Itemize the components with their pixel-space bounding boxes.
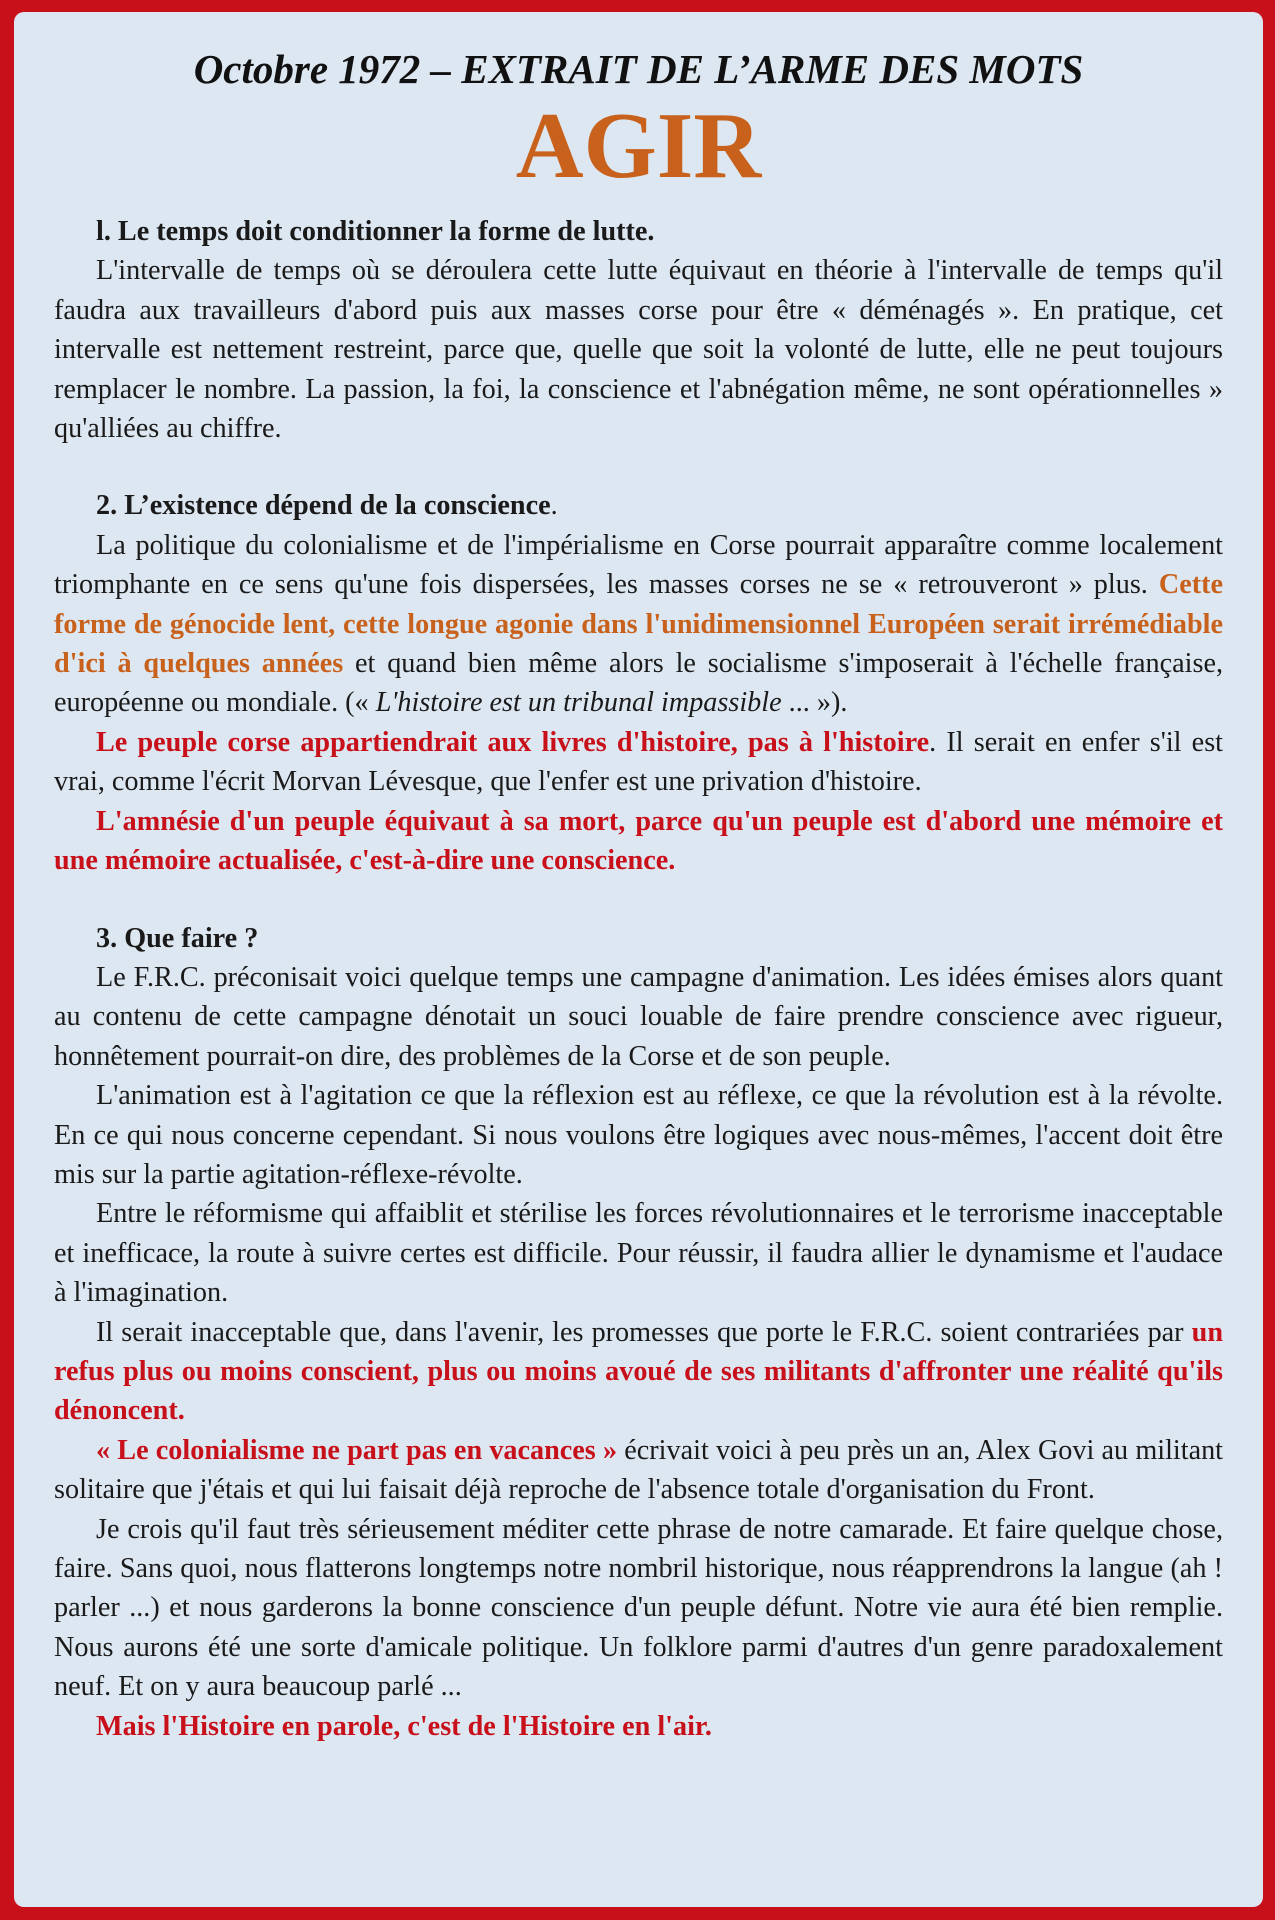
section-gap	[54, 881, 1223, 919]
section-3-paragraph-7	[54, 1707, 1223, 1746]
section-2-heading-text: 2. L’existence dépend de la conscience	[96, 490, 551, 522]
section-gap	[54, 448, 1223, 486]
s2p3-red-highlight: L'amnésie d'un peuple équivaut à sa mort, parce qu'un peuple est d'abord une mémoire et une mémoire actualisée, c'est-à-dire une conscience.	[54, 805, 1223, 877]
s2p1-italic-quote: L'histoire est un tribunal impassible	[375, 687, 782, 719]
s2p1-text-b: et quand bien même alors le socialisme s'imposerait à l'échelle française, européenne ou mondiale. («	[54, 648, 1224, 719]
s2p1-orange-highlight: Cette forme de génocide lent, cette longue agonie dans l'unidimensionnel Européen serait irrémédiable d'ici à quelques années	[54, 569, 1223, 680]
section-2-heading-period: .	[550, 490, 558, 522]
section-3-paragraph-4	[54, 1313, 1223, 1431]
s2p2-text: . Il serait en enfer s'il est vrai, comme l'écrit Morvan Lévesque, que l'enfer est une privation d'histoire.	[54, 726, 1223, 798]
section-3-heading: 3. Que faire ?	[96, 922, 259, 954]
section-3-paragraph-6: Je crois qu'il faut très sérieusement méditer cette phrase de notre camarade. Et faire quelque chose, faire. Sans quoi, nous flatterons longtemps notre nombril historique, nous réapprendrons la langue (ah ! parler ...) et nous garderons la bonne conscience d'un peuple défunt. Notre vie aura été bien remplie. Nous aurons été une sorte d'amicale politique. Un folklore parmi d'autres d'un genre paradoxalement neuf. Et on y aura beaucoup parlé ...	[54, 1513, 1223, 1703]
article-body	[54, 212, 1223, 1746]
document-supertitle: Octobre 1972 – EXTRAIT DE L’ARME DES MOTS	[193, 46, 1084, 92]
section-3-paragraph-5	[54, 1431, 1223, 1510]
s3p4-red-highlight: un refus plus ou moins conscient, plus ou moins avoué de ses militants d'affronter une réalité qu'ils dénoncent.	[54, 1316, 1223, 1427]
section-3-paragraph-2: L'animation est à l'agitation ce que la réflexion est au réflexe, ce que la révolution est à la révolte. En ce qui nous concerne cependant. Si nous voulons être logiques avec nous-mêmes, l'accent doit être mis sur la partie agitation-réflexe-révolte.	[54, 1080, 1223, 1190]
s3p5-red-quote: « Le colonialisme ne part pas en vacances »	[96, 1434, 618, 1466]
section-3-paragraph-1: Le F.R.C. préconisait voici quelque temps une campagne d'animation. Les idées émises alors quant au contenu de cette campagne dénotait un souci louable de faire prendre conscience avec rigueur, honnêtement pourrait-on dire, des problèmes de la Corse et de son peuple.	[54, 961, 1223, 1072]
s2p1-text-a: La politique du colonialisme et de l'impérialisme en Corse pourrait apparaître comme localement triomphante en ce sens qu'une fois dispersées, les masses corses ne se « retrouveront » plus.	[54, 529, 1223, 601]
document-page	[14, 12, 1263, 1907]
s3p4-text: Il serait inacceptable que, dans l'avenir, les promesses que porte le F.R.C. soient contrariées par	[96, 1316, 1192, 1348]
s2p1-text-c: ... »).	[781, 687, 848, 719]
section-2-heading	[54, 486, 1223, 525]
s3p7-red-conclusion: Mais l'Histoire en parole, c'est de l'Histoire en l'air.	[96, 1710, 712, 1742]
section-3-paragraph-3: Entre le réformisme qui affaiblit et stérilise les forces révolutionnaires et le terrorisme inacceptable et inefficace, la route à suivre certes est difficile. Pour réussir, il faudra allier le dynamisme et l'audace à l'imagination.	[54, 1198, 1223, 1309]
document-title: AGIR	[515, 94, 762, 198]
s3p5-text: écrivait voici à peu près un an, Alex Govi au militant solitaire que j'étais et qui lui faisait déjà reproche de l'absence totale d'organisation du Front.	[54, 1434, 1224, 1506]
section-1-heading: l. Le temps doit conditionner la forme de lutte.	[96, 216, 655, 247]
section-2-paragraph-3	[54, 802, 1223, 881]
section-1-paragraph: L'intervalle de temps où se déroulera cette lutte équivaut en théorie à l'intervalle de temps qu'il faudra aux travailleurs d'abord puis aux masses corse pour être « déménagés ». En pratique, cet intervalle est nettement restreint, parce que, quelle que soit la volonté de lutte, elle ne peut toujours remplacer le nombre. La passion, la foi, la conscience et l'abnégation même, ne sont opérationnelles » qu'alliées au chiffre.	[54, 255, 1223, 445]
section-2-paragraph-2	[54, 723, 1223, 802]
section-2-paragraph-1	[54, 526, 1223, 723]
s2p2-red-highlight: Le peuple corse appartiendrait aux livres d'histoire, pas à l'histoire	[96, 726, 930, 758]
